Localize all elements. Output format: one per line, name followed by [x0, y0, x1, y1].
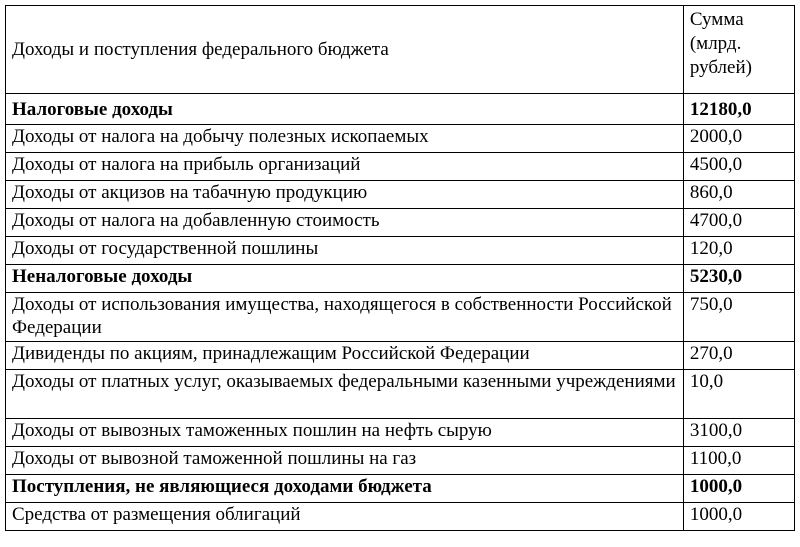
header-income-label: Доходы и поступления федерального бюджета: [6, 6, 684, 94]
row-label: Доходы от платных услуг, оказываемых федеральными казенными учреждениями: [6, 370, 684, 419]
table-row-category: [6, 475, 795, 503]
row-value: 4500,0: [683, 153, 794, 181]
row-value: 12180,0: [683, 94, 794, 125]
row-label: Доходы от вывозной таможенной пошлины на газ: [6, 447, 684, 475]
row-value: 5230,0: [683, 265, 794, 293]
row-value: 860,0: [683, 181, 794, 209]
row-value: 3100,0: [683, 419, 794, 447]
table-row: [6, 153, 795, 181]
table-row: [6, 293, 795, 342]
row-value: 4700,0: [683, 209, 794, 237]
table-row: [6, 125, 795, 153]
row-value: 10,0: [683, 370, 794, 419]
row-label: Поступления, не являющиеся доходами бюджета: [6, 475, 684, 503]
row-value: 1000,0: [683, 503, 794, 531]
row-label: Доходы от налога на добычу полезных ископаемых: [6, 125, 684, 153]
table-row: [6, 503, 795, 531]
row-value: 1000,0: [683, 475, 794, 503]
row-value: 120,0: [683, 237, 794, 265]
row-value: 270,0: [683, 342, 794, 370]
row-label: Доходы от вывозных таможенных пошлин на нефть сырую: [6, 419, 684, 447]
header-amount-label: Сумма (млрд. рублей): [683, 6, 794, 94]
row-label: Средства от размещения облигаций: [6, 503, 684, 531]
table-row-category: [6, 265, 795, 293]
table-row: [6, 237, 795, 265]
row-label: Доходы от налога на прибыль организаций: [6, 153, 684, 181]
row-label: Доходы от использования имущества, находящегося в собственности Российской Федерации: [6, 293, 684, 342]
row-label: Налоговые доходы: [6, 94, 684, 125]
table-row: [6, 447, 795, 475]
table-row: [6, 370, 795, 419]
row-label: Неналоговые доходы: [6, 265, 684, 293]
table-row: [6, 181, 795, 209]
row-label: Доходы от акцизов на табачную продукцию: [6, 181, 684, 209]
row-value: 1100,0: [683, 447, 794, 475]
row-label: Доходы от государственной пошлины: [6, 237, 684, 265]
table-row: [6, 342, 795, 370]
row-value: 750,0: [683, 293, 794, 342]
table-header-row: [6, 6, 795, 94]
table-row-category: [6, 94, 795, 125]
budget-table: [5, 5, 795, 531]
row-label: Дивиденды по акциям, принадлежащим Российской Федерации: [6, 342, 684, 370]
table-row: [6, 419, 795, 447]
row-label: Доходы от налога на добавленную стоимость: [6, 209, 684, 237]
table-row: [6, 209, 795, 237]
row-value: 2000,0: [683, 125, 794, 153]
